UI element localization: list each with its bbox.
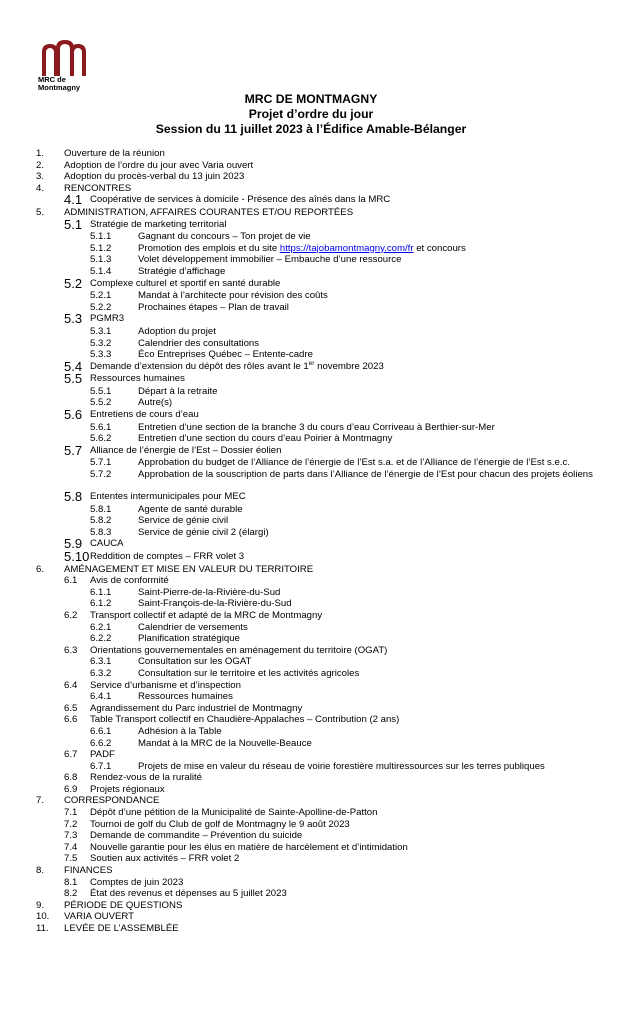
agenda-item-5-2 <box>0 275 622 291</box>
agenda-item-number: 5.1.1 <box>90 231 112 243</box>
agenda-item-number: 5.7.2 <box>90 469 112 481</box>
agenda-item-text: Adhésion à la Table <box>138 725 222 737</box>
agenda-item-number: 5.1.2 <box>90 242 112 254</box>
agenda-item-number: 4. <box>36 182 45 194</box>
agenda-item-number: 6. <box>36 563 45 575</box>
agenda-item-5 <box>0 207 622 219</box>
agenda-item-number: 6.6 <box>64 714 78 726</box>
agenda-item-number: 5.2.2 <box>90 301 112 313</box>
agenda-item-text: Agrandissement du Parc industriel de Montmagny <box>90 702 303 714</box>
agenda-item-number: 6.1.2 <box>90 598 112 610</box>
logo-line1: MRC de <box>38 75 66 84</box>
agenda-item-5-6 <box>0 409 622 422</box>
agenda-item-text: Prochaines étapes – Plan de travail <box>138 301 289 313</box>
agenda-item-5-10 <box>0 551 622 564</box>
agenda-item-6-2-1 <box>0 622 622 634</box>
agenda-item-6-4 <box>0 680 622 692</box>
agenda-item-5-8 <box>0 491 622 504</box>
agenda-item-text: Tournoi de golf du Club de golf de Montmagny le 9 août 2023 <box>90 818 350 830</box>
website-link[interactable]: https://tajobamontmagny.com/fr <box>279 242 414 254</box>
agenda-item-text: Demande de commandite – Prévention du suicide <box>90 830 303 842</box>
agenda-item-number: 5.2 <box>64 275 83 291</box>
agenda-item-text: Autre(s) <box>138 397 173 409</box>
agenda-item-11 <box>0 923 622 935</box>
agenda-item-number: 6.6.2 <box>90 737 112 749</box>
agenda-item-text: Service de génie civil 2 (élargi) <box>138 526 269 538</box>
agenda-item-6-1 <box>0 575 622 587</box>
agenda-item-text: Saint-Pierre-de-la-Rivière-du-Sud <box>138 586 281 598</box>
agenda-item-5-1-3 <box>0 254 622 266</box>
agenda-item-text: Entretien d’une section de la branche 3 du cours d’eau Corriveau à Berthier-sur-Mer <box>138 421 495 433</box>
agenda-item-5-5-2 <box>0 397 622 409</box>
agenda-item-5-6-1 <box>0 422 622 434</box>
agenda-item-number: 10. <box>36 911 50 923</box>
agenda-item-5-7 <box>0 442 622 458</box>
agenda-item-4 <box>0 183 622 195</box>
agenda-item-number: 6.9 <box>64 783 78 795</box>
agenda-item-text: Comptes de juin 2023 <box>90 876 184 888</box>
agenda-item-text: Saint-François-de-la-Rivière-du-Sud <box>138 598 292 610</box>
agenda-item-text: Consultation sur les OGAT <box>138 656 252 668</box>
agenda-item-6-3-2 <box>0 668 622 680</box>
agenda-item-number: 6.7 <box>64 749 78 761</box>
agenda-item-5-8-3 <box>0 527 622 539</box>
agenda-item-text: Adoption du projet <box>138 325 216 337</box>
agenda-item-6-7-1 <box>0 761 622 773</box>
agenda-item-text: Nouvelle garantie pour les élus en matière de harcèlement et d’intimidation <box>90 841 408 853</box>
agenda-item-number: 5.10 <box>64 549 90 564</box>
agenda-item-text: PGMR3 <box>90 313 125 325</box>
agenda-item-7 <box>0 795 622 807</box>
agenda-item-number: 5.7.1 <box>90 457 112 469</box>
agenda-item-8-2 <box>0 888 622 900</box>
agenda-item-number: 2. <box>36 159 45 171</box>
agenda-item-6-3-1 <box>0 656 622 668</box>
agenda-item-number: 6.2.1 <box>90 621 112 633</box>
agenda-item-text: AMÉNAGEMENT ET MISE EN VALEUR DU TERRITOIRE <box>64 563 314 575</box>
agenda-item-number: 5.8 <box>64 489 83 505</box>
agenda-item-3 <box>0 171 622 183</box>
agenda-item-text: Consultation sur le territoire et les activités agricoles <box>138 667 360 679</box>
agenda-item-6-4-1 <box>0 691 622 703</box>
agenda-item-text: Coopérative de services à domicile - Présence des aînés dans la MRC <box>90 194 391 206</box>
agenda-item-text: CAUCA <box>90 538 124 550</box>
agenda-item-5-3-1 <box>0 326 622 338</box>
agenda-item-number: 6.3 <box>64 644 78 656</box>
agenda-item-5-7-1 <box>0 457 622 469</box>
agenda-item-text: Agente de santé durable <box>138 503 243 515</box>
agenda-item-number: 5. <box>36 206 45 218</box>
agenda-item-6-2 <box>0 610 622 622</box>
agenda-item-text: Ressources humaines <box>138 691 233 703</box>
agenda-item-number: 8. <box>36 865 45 877</box>
agenda-item-text: Mandat à l’architecte pour révision des coûts <box>138 290 328 302</box>
agenda-item-number: 5.2.1 <box>90 290 112 302</box>
agenda-item-5-2-2 <box>0 302 622 314</box>
agenda-item-number: 6.8 <box>64 772 78 784</box>
agenda-item-text: Reddition de comptes – FRR volet 3 <box>90 551 245 562</box>
agenda-item-text: RENCONTRES <box>64 182 132 194</box>
agenda-item-10 <box>0 911 622 923</box>
agenda-item-text: Départ à la retraite <box>138 385 218 397</box>
agenda-item-8-1 <box>0 877 622 889</box>
agenda-item-number: 5.1.4 <box>90 265 112 277</box>
agenda-item-number: 6.2 <box>64 609 78 621</box>
agenda-item-number: 5.3 <box>64 311 83 327</box>
agenda-item-text: Transport collectif et adapté de la MRC de Montmagny <box>90 609 323 621</box>
agenda-item-number: 5.1 <box>64 216 83 232</box>
agenda-item-number: 7.4 <box>64 841 78 853</box>
agenda-item-text: Orientations gouvernementales en aménagement du territoire (OGAT) <box>90 644 388 656</box>
agenda-item-6-6 <box>0 714 622 726</box>
agenda-item-text <box>90 361 384 373</box>
agenda-item-4-1 <box>0 194 622 207</box>
agenda-item-5-5-1 <box>0 386 622 398</box>
agenda-item-number: 8.2 <box>64 888 78 900</box>
agenda-item-5-2-1 <box>0 290 622 302</box>
agenda-item-text: Soutien aux activités – FRR volet 2 <box>90 853 240 865</box>
agenda-item-6-5 <box>0 703 622 715</box>
ordinal-superscript: er <box>308 359 315 367</box>
agenda-item-text: Entretien d’une section du cours d’eau Poirier à Montmagny <box>138 433 393 445</box>
agenda-item-number: 6.1 <box>64 575 78 587</box>
agenda-item-text: LEVÉE DE L’ASSEMBLÉE <box>64 923 179 934</box>
agenda-item-5-3-2 <box>0 338 622 350</box>
agenda-item-number: 5.6.1 <box>90 421 112 433</box>
agenda-item-5-3 <box>0 313 622 326</box>
agenda-list <box>0 148 622 935</box>
agenda-item-text: Entretiens de cours d’eau <box>90 409 199 421</box>
agenda-item-5-1 <box>0 216 622 232</box>
agenda-item-text: Table Transport collectif en Chaudière-Appalaches – Contribution (2 ans) <box>90 714 400 726</box>
agenda-item-text: ADMINISTRATION, AFFAIRES COURANTES ET/OU REPORTÉES <box>64 206 354 218</box>
agenda-item-6 <box>0 564 622 576</box>
agenda-item-9 <box>0 900 622 912</box>
agenda-item-number: 6.7.1 <box>90 760 112 772</box>
agenda-item-6-8 <box>0 772 622 784</box>
agenda-item-number: 6.1.1 <box>90 586 112 598</box>
agenda-item-2 <box>0 160 622 172</box>
agenda-item-number: 5.6 <box>64 407 83 423</box>
agenda-item-text: Ouverture de la réunion <box>64 148 165 159</box>
agenda-item-text-after: et concours <box>413 242 466 254</box>
agenda-item-6-6-1 <box>0 726 622 738</box>
agenda-item-number: 3. <box>36 171 45 183</box>
header-title: Projet d’ordre du jour <box>248 107 374 121</box>
agenda-item-number: 11. <box>36 923 49 934</box>
agenda-item-5-7-2 <box>0 469 622 491</box>
agenda-item-text: FINANCES <box>64 865 113 877</box>
agenda-item-text: Ressources humaines <box>90 373 185 385</box>
agenda-item-number: 5.6.2 <box>90 433 112 445</box>
agenda-item-number: 5.3.2 <box>90 337 112 349</box>
agenda-item-6-1-1 <box>0 587 622 599</box>
agenda-item-number: 5.3.3 <box>90 349 112 361</box>
agenda-item-text <box>138 243 466 255</box>
agenda-item-text: Adoption de l’ordre du jour avec Varia ouvert <box>64 159 254 171</box>
agenda-item-number: 5.7 <box>64 442 83 458</box>
agenda-item-number: 7.2 <box>64 818 78 830</box>
agenda-item-6-2-2 <box>0 633 622 645</box>
agenda-item-number: 5.9 <box>64 536 83 552</box>
agenda-item-text: Dépôt d’une pétition de la Municipalité de Sainte-Apolline-de-Patton <box>90 807 378 819</box>
agenda-item-5-6-2 <box>0 433 622 445</box>
agenda-item-text: Calendrier de versements <box>138 621 248 633</box>
agenda-item-1 <box>0 148 622 160</box>
agenda-item-8 <box>0 865 622 877</box>
agenda-item-6-6-2 <box>0 738 622 750</box>
agenda-item-number: 5.8.3 <box>90 526 112 538</box>
agenda-item-6-3 <box>0 645 622 657</box>
agenda-item-7-5 <box>0 853 622 865</box>
agenda-item-7-3 <box>0 830 622 842</box>
agenda-item-number: 7.3 <box>64 830 78 842</box>
agenda-item-5-1-1 <box>0 231 622 243</box>
agenda-item-5-8-1 <box>0 504 622 516</box>
agenda-item-text: Stratégie d’affichage <box>138 265 226 277</box>
agenda-item-number: 5.5.2 <box>90 397 112 409</box>
agenda-item-text: PÉRIODE DE QUESTIONS <box>64 899 183 911</box>
agenda-item-text: Complexe culturel et sportif en santé durable <box>90 277 281 289</box>
agenda-item-number: 5.5 <box>64 371 83 387</box>
agenda-item-number: 5.5.1 <box>90 385 112 397</box>
agenda-item-7-4 <box>0 842 622 854</box>
agenda-item-number: 6.2.2 <box>90 633 112 645</box>
agenda-item-number: 5.8.2 <box>90 515 112 527</box>
agenda-item-number: 5.3.1 <box>90 325 112 337</box>
agenda-item-number: 6.6.1 <box>90 725 112 737</box>
agenda-item-text: Approbation de la souscription de parts dans l’Alliance de l’énergie de l’Est pour chacun des projets éoliens <box>138 469 593 481</box>
agenda-item-number: 6.4.1 <box>90 691 112 703</box>
agenda-item-text: Volet développement immobilier – Embauche d’une ressource <box>138 254 402 266</box>
agenda-item-text: Projets régionaux <box>90 783 165 795</box>
agenda-item-text: Planification stratégique <box>138 633 240 645</box>
logo-text <box>38 76 80 92</box>
header-session: Session du 11 juillet 2023 à l’Édifice Amable-Bélanger <box>155 122 467 136</box>
agenda-item-7-1 <box>0 807 622 819</box>
mrc-arches-logo-icon <box>40 38 88 76</box>
agenda-item-number: 5.4 <box>64 358 83 374</box>
agenda-item-6-1-2 <box>0 598 622 610</box>
agenda-item-number: 9. <box>36 899 45 911</box>
agenda-item-5-8-2 <box>0 515 622 527</box>
agenda-item-number: 4.1 <box>64 192 83 208</box>
agenda-item-number: 7.5 <box>64 853 78 865</box>
agenda-item-number: 8.1 <box>64 876 78 888</box>
agenda-item-text: Projets de mise en valeur du réseau de voirie forestière multiressources sur les terres publiques <box>138 760 545 772</box>
agenda-item-text-before: Promotion des emplois et du site <box>138 242 280 254</box>
agenda-item-text: Service d’urbanisme et d’inspection <box>90 679 241 691</box>
agenda-item-text: Gagnant du concours – Ton projet de vie <box>138 231 311 243</box>
agenda-item-text: Avis de conformité <box>90 575 169 587</box>
agenda-item-text: Rendez-vous de la ruralité <box>90 772 202 784</box>
agenda-item-text: VARIA OUVERT <box>64 911 135 923</box>
agenda-item-number: 5.8.1 <box>90 503 112 515</box>
agenda-item-text: Alliance de l’énergie de l’Est – Dossier éolien <box>90 444 282 456</box>
agenda-item-text-after: novembre 2023 <box>314 360 384 372</box>
agenda-item-7-2 <box>0 819 622 831</box>
agenda-item-text: Calendrier des consultations <box>138 337 260 349</box>
agenda-item-text: Mandat à la MRC de la Nouvelle-Beauce <box>138 737 312 749</box>
agenda-item-number: 1. <box>36 148 45 159</box>
agenda-item-number: 5.1.3 <box>90 254 112 266</box>
agenda-item-text: Ententes intermunicipales pour MEC <box>90 491 246 503</box>
agenda-item-number: 6.3.2 <box>90 667 112 679</box>
agenda-item-5-5 <box>0 373 622 386</box>
header-org: MRC DE MONTMAGNY <box>244 92 378 106</box>
agenda-item-5-9 <box>0 538 622 551</box>
agenda-item-text: État des revenus et dépenses au 5 juillet 2023 <box>90 888 287 900</box>
agenda-item-text-before: Demande d’extension du dépôt des rôles avant le 1 <box>90 360 309 372</box>
agenda-item-5-4 <box>0 358 622 374</box>
agenda-item-number: 7. <box>36 795 45 807</box>
agenda-item-text: Stratégie de marketing territorial <box>90 218 227 230</box>
agenda-item-5-1-2 <box>0 243 622 255</box>
agenda-item-number: 6.4 <box>64 679 78 691</box>
agenda-item-number: 7.1 <box>64 807 78 819</box>
agenda-item-number: 6.5 <box>64 702 78 714</box>
agenda-item-number: 6.3.1 <box>90 656 112 668</box>
agenda-item-text: Adoption du procès-verbal du 13 juin 2023 <box>64 171 245 183</box>
agenda-item-text: Service de génie civil <box>138 515 229 527</box>
agenda-item-text: PADF <box>90 749 115 761</box>
agenda-item-6-9 <box>0 784 622 796</box>
agenda-item-text: CORRESPONDANCE <box>64 795 160 807</box>
agenda-item-text: Approbation du budget de l’Alliance de l’énergie de l’Est s.a. et de l’Alliance de l’énergie de l’Est s.e.c. <box>138 457 570 469</box>
document-header <box>0 92 622 137</box>
logo-line2: Montmagny <box>38 83 81 92</box>
agenda-item-6-7 <box>0 749 622 761</box>
agenda-item-text: Éco Entreprises Québec – Entente-cadre <box>138 349 313 361</box>
agenda-item-5-1-4 <box>0 266 622 278</box>
